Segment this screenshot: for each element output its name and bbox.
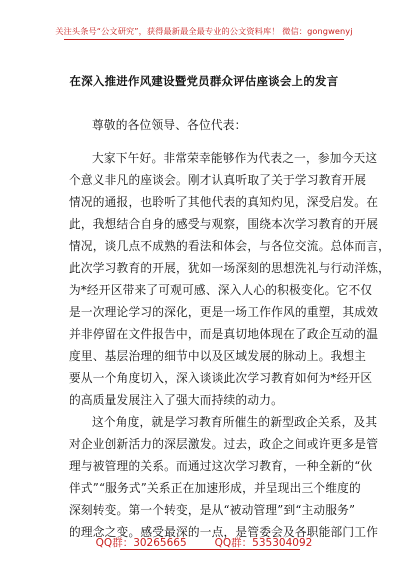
- body-line: 深刻转变。第一个转变，是从“被动管理”到“主动服务”: [69, 503, 356, 517]
- body-line: 伴式”“服务式”关系正在加速形成，并呈现出三个维度的: [69, 481, 361, 495]
- body-line: 的高质量发展注入了强大而持续的动力。: [69, 393, 283, 407]
- document-body: [69, 114, 390, 543]
- body-line: 此次学习教育的开展，犹如一场深刻的思想洗礼与行动洋炼，: [69, 261, 390, 275]
- contact-footer: [0, 535, 408, 550]
- qq-group-1: QQ群：30265665: [95, 537, 187, 549]
- body-line: 情况的通报，也聆听了其他代表的真知灼见，深受启发。在: [69, 195, 379, 209]
- body-line: 的理念之变。感受最深的一点，是管委会及各职能部门工作: [69, 525, 379, 539]
- body-line: 个意义非凡的座谈会。刚才认真听取了关于学习教育开展: [69, 173, 367, 187]
- footer-underline: [120, 549, 300, 550]
- body-line: 大家下午好。非常荣幸能够作为代表之一，参加今天这: [92, 151, 378, 165]
- body-line: 这个角度，就是学习教育所催生的新型政企关系，及其: [92, 415, 378, 429]
- qq-group-2: QQ群：535304092: [214, 537, 313, 549]
- body-line: 要从一个角度切入，深入谈谈此次学习教育如何为*经开区: [69, 371, 373, 385]
- body-line: 理与被管理的关系。而通过这次学习教育，一种全新的“伙: [69, 459, 373, 473]
- paragraph-gap: [69, 136, 353, 147]
- body-line: 此，我想结合自身的感受与观察，围绕本次学习教育的开展: [69, 217, 379, 231]
- body-line: 并非停留在文件报告中，而是真切地体现在了政企互动的温: [69, 327, 379, 341]
- header-divider: [64, 39, 344, 40]
- salutation: 尊敬的各位领导、各位代表：: [92, 118, 247, 132]
- body-line: 度里、基层治理的细节中以及区域发展的脉动上。我想主: [69, 349, 367, 363]
- document-title: 在深入推进作风建设暨党员群众评估座谈会上的发言: [69, 74, 339, 88]
- body-line: 对企业创新活力的深层激发。过去，政企之间或许更多是管: [69, 437, 379, 451]
- body-line: 为*经开区带来了可观可感、深入人心的积极变化。它不仅: [69, 283, 373, 297]
- body-line: 是一次理论学习的深化，更是一场工作作风的重塑，其成效: [69, 305, 379, 319]
- body-line: 情况，谈几点不成熟的看法和体会，与各位交流。总体而言，: [69, 239, 390, 253]
- source-banner: 关注头条号“公文研究”，获得最新最全最专业的公文资料库！ 微信：gongwenyj: [55, 26, 353, 36]
